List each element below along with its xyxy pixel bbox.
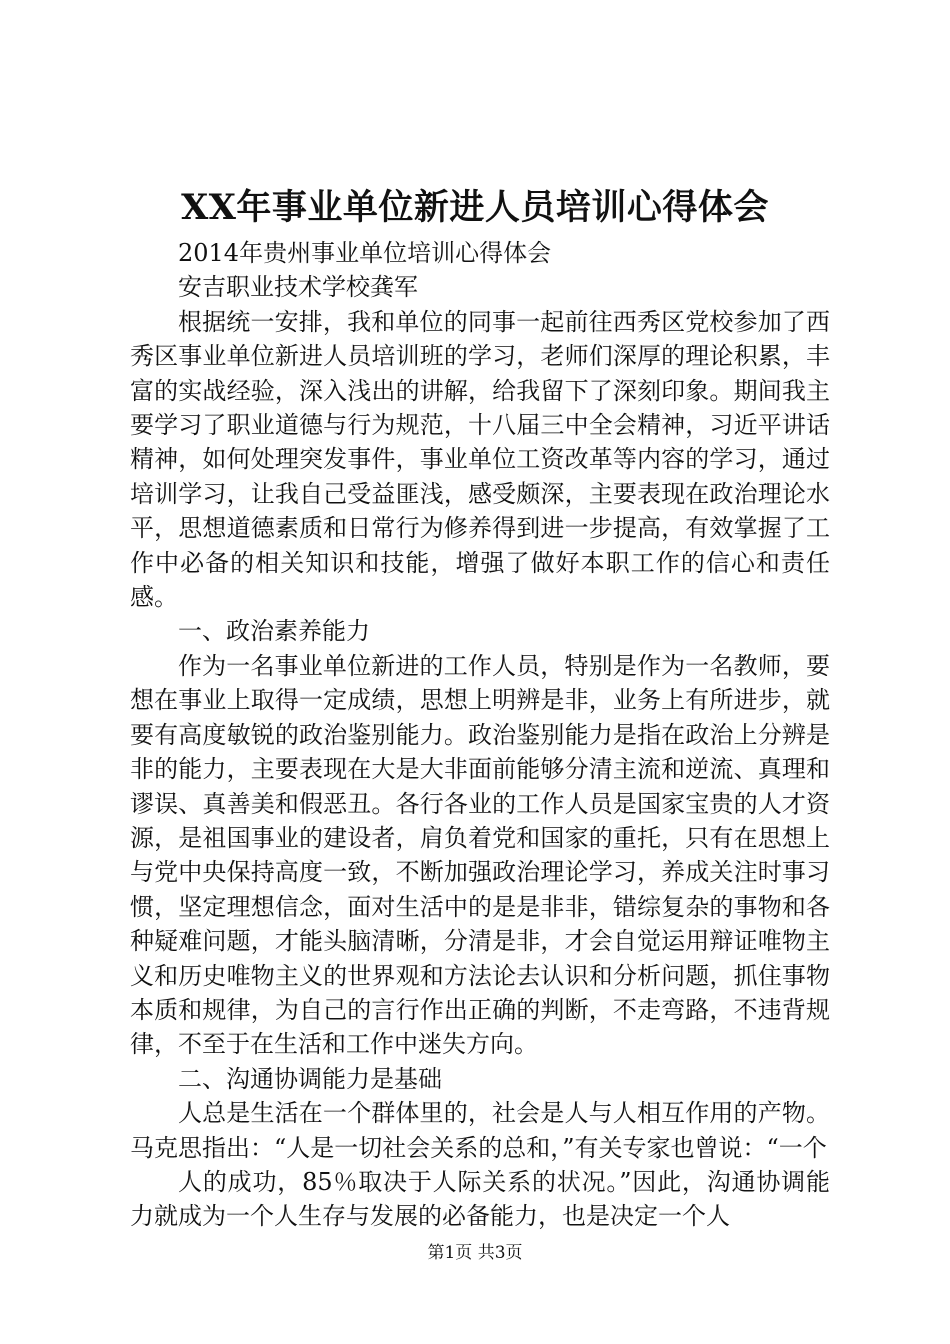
paragraph-communication-cont: 人的成功，85％取决于人际关系的状况。”因此，沟通协调能力就成为一个人生存与发展的必备能力，也是决定一个人 [130,1167,830,1231]
author-line: 安吉职业技术学校龚军 [178,273,418,302]
section-heading-1: 一、政治素养能力 [178,617,370,646]
document-title: XX年事业单位新进人员培训心得体会 [181,187,769,228]
page-footer: 第1页 共3页 [427,1243,523,1263]
document-body [130,236,830,1234]
paragraph-communication: 人总是生活在一个群体里的，社会是人与人相互作用的产物。马克思指出：“人是一切社会关系的总和，”有关专家也曾说：“一个 [130,1099,830,1162]
paragraph-political: 作为一名事业单位新进的工作人员，特别是作为一名教师，要想在事业上取得一定成绩，思想上明辨是非，业务上有所进步，就要有高度敏锐的政治鉴别能力。政治鉴别能力是指在政治上分辨是非的能力，主要表现在大是大非面前能够分清主流和逆流、真理和谬误、真善美和假恶丑。各行各业的工作人员是国家宝贵的人才资源，是祖国事业的建设者，肩负着党和国家的重托，只有在思想上与党中央保持高度一致，不断加强政治理论学习，养成关注时事习惯，坚定理想信念，面对生活中的是是非非，错综复杂的事物和各种疑难问题，才能头脑清晰，分清是非，才会自觉运用辩证唯物主义和历史唯物主义的世界观和方法论去认识和分析问题，抓住事物本质和规律，为自己的言行作出正确的判断，不走弯路，不违背规律，不至于在生活和工作中迷失方向。 [130,651,830,1059]
paragraph-intro: 根据统一安排，我和单位的同事一起前往西秀区党校参加了西秀区事业单位新进人员培训班的学习，老师们深厚的理论积累，丰富的实战经验，深入浅出的讲解，给我留下了深刻印象。期间我主要学习了职业道德与行为规范，十八届三中全会精神，习近平讲话精神，如何处理突发事件，事业单位工资改革等内容的学习，通过培训学习，让我自己受益匪浅，感受颇深，主要表现在政治理论水平，思想道德素质和日常行为修养得到进一步提高，有效掌握了工作中必备的相关知识和技能，增强了做好本职工作的信心和责任感。 [130,307,830,612]
section-heading-2: 二、沟通协调能力是基础 [178,1064,442,1093]
subtitle: 2014年贵州事业单位培训心得体会 [178,239,552,267]
